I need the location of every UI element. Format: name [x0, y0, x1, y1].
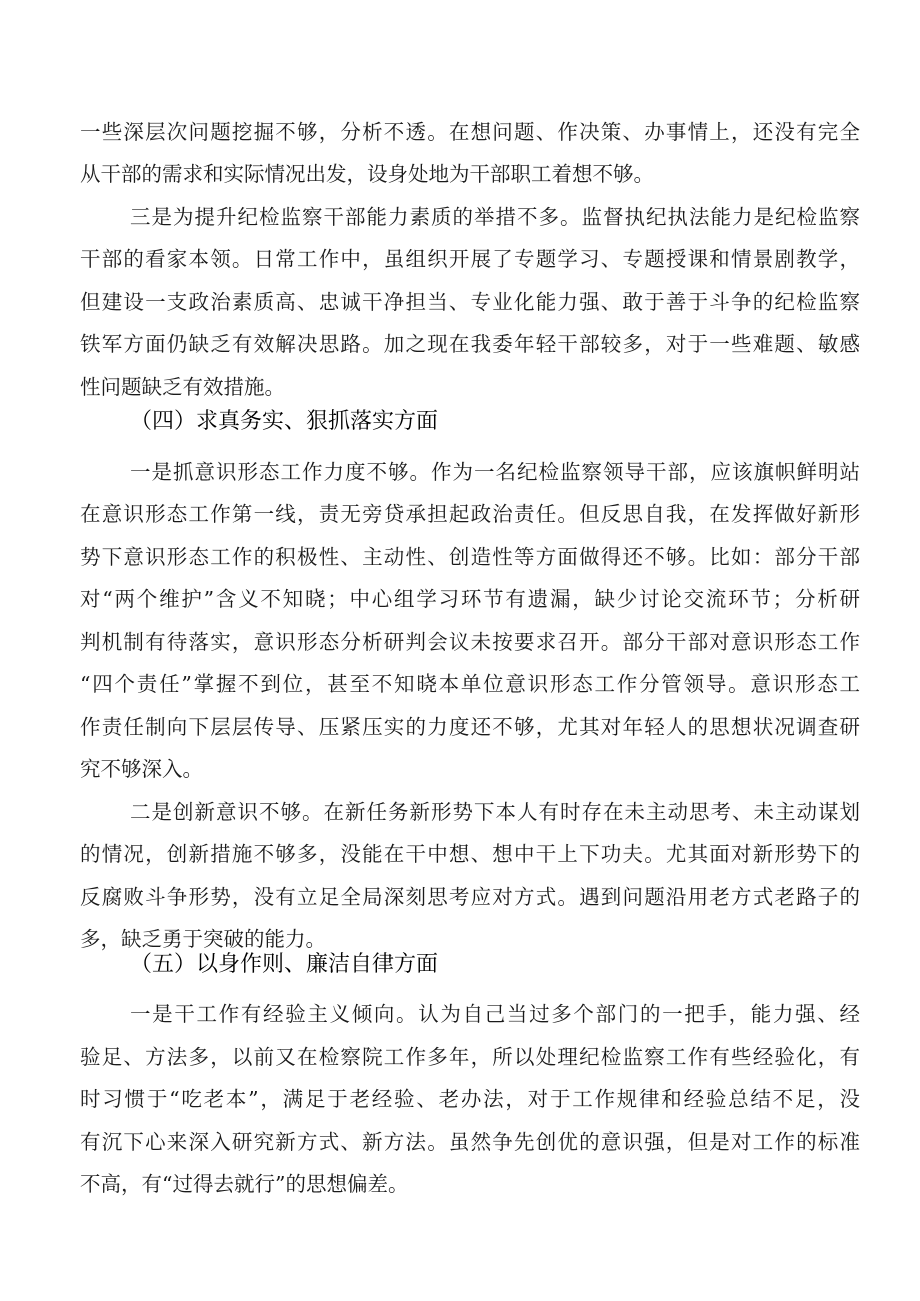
- text-line: 多，缺乏勇于突破的能力。: [80, 927, 326, 951]
- section-heading-5: （五）以身作则、廉洁自律方面: [130, 952, 439, 977]
- text-line: 验足、方法多，以前又在检察院工作多年，所以处理纪检监察工作有些经验化，有: [80, 1045, 860, 1069]
- paragraph-first-line: 一是抓意识形态工作力度不够。作为一名纪检监察领导干部，应该旗帜鲜明站: [130, 460, 860, 484]
- text-line: 时习惯于“吃老本”，满足于老经验、老办法，对于工作规律和经验总结不足，没: [80, 1087, 860, 1111]
- text-line: 势下意识形态工作的积极性、主动性、创造性等方面做得还不够。比如：部分干部: [80, 545, 860, 569]
- text-line: 一些深层次问题挖掘不够，分析不透。在想问题、作决策、办事情上，还没有完全: [80, 120, 860, 144]
- text-line: 对“两个维护”含义不知晓；中心组学习环节有遗漏，缺少讨论交流环节；分析研: [80, 587, 860, 611]
- text-line: “四个责任”掌握不到位，甚至不知晓本单位意识形态工作分管领导。意识形态工: [80, 672, 860, 696]
- text-line: 有沉下心来深入研究新方式、新方法。虽然争先创优的意识强，但是对工作的标准: [80, 1130, 860, 1154]
- text-line: 从干部的需求和实际情况出发，设身处地为干部职工着想不够。: [80, 162, 654, 186]
- text-line: 作责任制向下层层传导、压紧压实的力度还不够，尤其对年轻人的思想状况调查研: [80, 715, 860, 739]
- text-line: 究不够深入。: [80, 757, 203, 781]
- text-line: 在意识形态工作第一线，责无旁贷承担起政治责任。但反思自我，在发挥做好新形: [80, 502, 860, 526]
- section-heading-4: （四）求真务实、狠抓落实方面: [130, 409, 439, 434]
- text-line: 干部的看家本领。日常工作中，虽组织开展了专题学习、专题授课和情景剧教学，: [80, 247, 860, 271]
- text-line: 性问题缺乏有效措施。: [80, 375, 285, 399]
- text-line: 的情况，创新措施不够多，没能在干中想、想中干上下功夫。尤其面对新形势下的: [80, 842, 860, 866]
- paragraph-first-line: 一是干工作有经验主义倾向。认为自己当过多个部门的一把手，能力强、经: [130, 1002, 860, 1026]
- text-line: 铁军方面仍缺乏有效解决思路。加之现在我委年轻干部较多，对于一些难题、敏感: [80, 332, 860, 356]
- paragraph-first-line: 三是为提升纪检监察干部能力素质的举措不多。监督执纪执法能力是纪检监察: [130, 205, 860, 229]
- text-line: 但建设一支政治素质高、忠诚干净担当、专业化能力强、敢于善于斗争的纪检监察: [80, 290, 860, 314]
- text-line: 不高，有“过得去就行”的思想偏差。: [80, 1172, 409, 1196]
- text-line: 判机制有待落实，意识形态分析研判会议未按要求召开。部分干部对意识形态工作: [80, 630, 860, 654]
- text-line: 反腐败斗争形势，没有立足全局深刻思考应对方式。遇到问题沿用老方式老路子的: [80, 885, 860, 909]
- paragraph-first-line: 二是创新意识不够。在新任务新形势下本人有时存在未主动思考、未主动谋划: [130, 800, 860, 824]
